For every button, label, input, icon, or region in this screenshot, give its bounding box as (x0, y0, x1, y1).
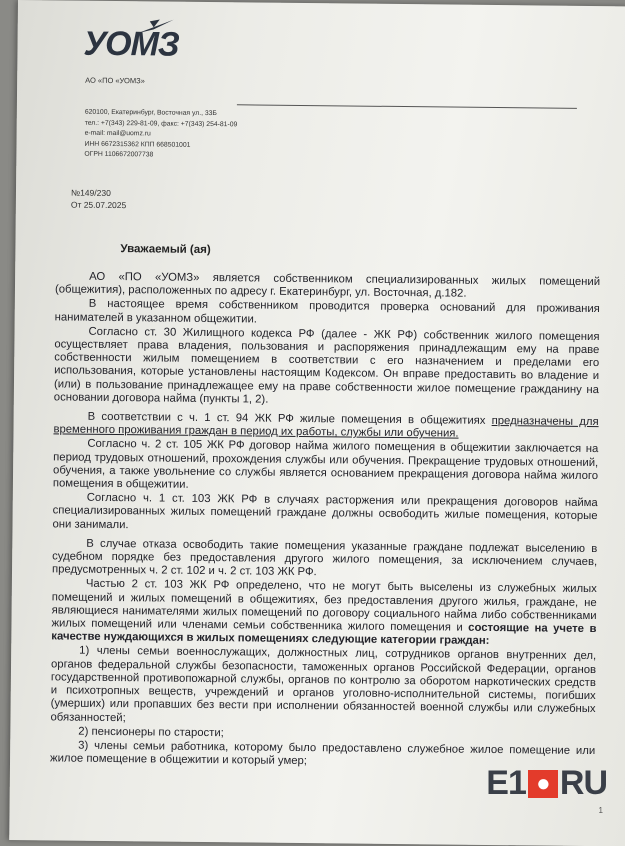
header-divider (237, 104, 577, 109)
paragraph-eviction-exceptions (51, 578, 597, 650)
paragraph: В случае отказа освободить такие помещения указанные граждане подлежат выселению в судебном порядке без предоставления другого жилого помещения, за исключением случаев, предусмотренных ч. 2 ст. 102 и ч. 2 ст. 103 ЖК РФ. (51, 537, 598, 579)
paragraph: АО «ПО «УОМЗ» является собственником специализированных жилых помещений (общежития), расположенных по адресу г. Екатеринбург, ул. Восточная, д.182. (54, 270, 601, 300)
watermark-right: RU (559, 764, 607, 802)
company-logo (83, 25, 179, 65)
star-icon (136, 17, 176, 37)
paragraph-text: Частью 2 ст. 103 ЖК РФ определено, что не могут быть выселены из служебных жилых помещений и жилых помещений в общежитиях, без предоставления другого жилья, граждане, не являющиеся нанимателями жилых помещений по договору социального найма либо собственниками жилых помещений или членами семьи собственника жилого помещения и (51, 578, 597, 634)
list-item: 2) пенсионеры по старости; (78, 725, 224, 739)
contact-email: e-mail: mail@uomz.ru (84, 129, 151, 138)
contact-ogrn: ОГРН 1106672007738 (84, 151, 154, 159)
watermark-left: E1 (486, 764, 526, 802)
logo-text: УОМЗ (83, 24, 179, 64)
list-item: 1) члены семьи военнослужащих, должностных лиц, сотрудников органов внутренних дел, органов федеральной службы безопасности, таможенных органов Российской Федерации, органов государственной противопожарной службы, органов по контролю за оборотом наркотических средств и психотропных веществ, учреждений и органов уголовно-исполнительной системы, погибших (умерших) или пропавших без вести при исполнении обязанностей военной службы или служебных обязанностей; (50, 645, 597, 724)
paragraph: Согласно ч. 2 ст. 105 ЖК РФ договор найма жилого помещения в общежитии заключается на период трудовых отношений, прохождения службы или обучения. Прекращение трудовых отношений, обучения, а также увольнение со службы является основанием прекращения договора найма жилого помещения в общежитии. (52, 438, 599, 491)
e1-watermark (486, 764, 607, 803)
paragraph-text: В соответствии с ч. 1 ст. 94 ЖК РФ жилые помещения в общежитиях (87, 410, 492, 428)
bold-text: состоящие на учете в качестве нуждающихся в жилых помещениях следующие категории граждан: (51, 621, 597, 648)
page-number: 1 (598, 806, 603, 815)
list-item: 3) члены семьи работника, которому было предоставлено служебное жилое помещение или жилое помещение в общежитии и который умер; (49, 739, 596, 768)
document-number: №149/230 (70, 187, 111, 198)
document-refs (71, 187, 127, 212)
underlined-text: предназначены для временного проживания граждан в период их работы, службы или обучения. (53, 415, 599, 440)
paragraph: В настоящее время собственником проводится проверка оснований для проживания нанимателей в указанном общежитии. (54, 298, 600, 326)
contact-block (84, 108, 237, 163)
letter-body (50, 270, 600, 772)
greeting (120, 243, 210, 256)
paragraph: Согласно ч. 1 ст. 103 ЖК РФ в случаях расторжения или прекращения договоров найма специализированных жилых помещений граждане должны освободить жилые помещения, которые они занимали. (52, 491, 598, 531)
document-date: От 25.07.2025 (70, 199, 127, 211)
contact-address: 620100, Екатеринбург, Восточная ул., 33Б (84, 108, 217, 118)
contact-inn: ИНН 6672315362 КПП 668501001 (84, 140, 191, 149)
paragraph: Согласно ст. 30 Жилищного кодекса РФ (далее - ЖК РФ) собственник жилого помещения осуществляет права владения, пользования и распоряжения принадлежащим ему на праве собственности жилым помещением в соответствии с его назначением и пределами его использования, которые установлены настоящим Кодексом. Он вправе предоставить во владение и (или) в пользование принадлежащее ему на праве собственности жилое помещение гражданину на основании договора найма (пункты 1, 2). (53, 325, 600, 406)
greeting-text: Уважаемый (ая) (120, 243, 211, 257)
letter-sheet (9, 0, 625, 846)
contact-phone: тел.: +7(343) 229-81-09, факс: +7(343) 254-81-09 (84, 119, 238, 128)
watermark-dot-box: ● (528, 770, 558, 798)
org-name: АО «ПО «УОМЗ» (85, 75, 145, 86)
